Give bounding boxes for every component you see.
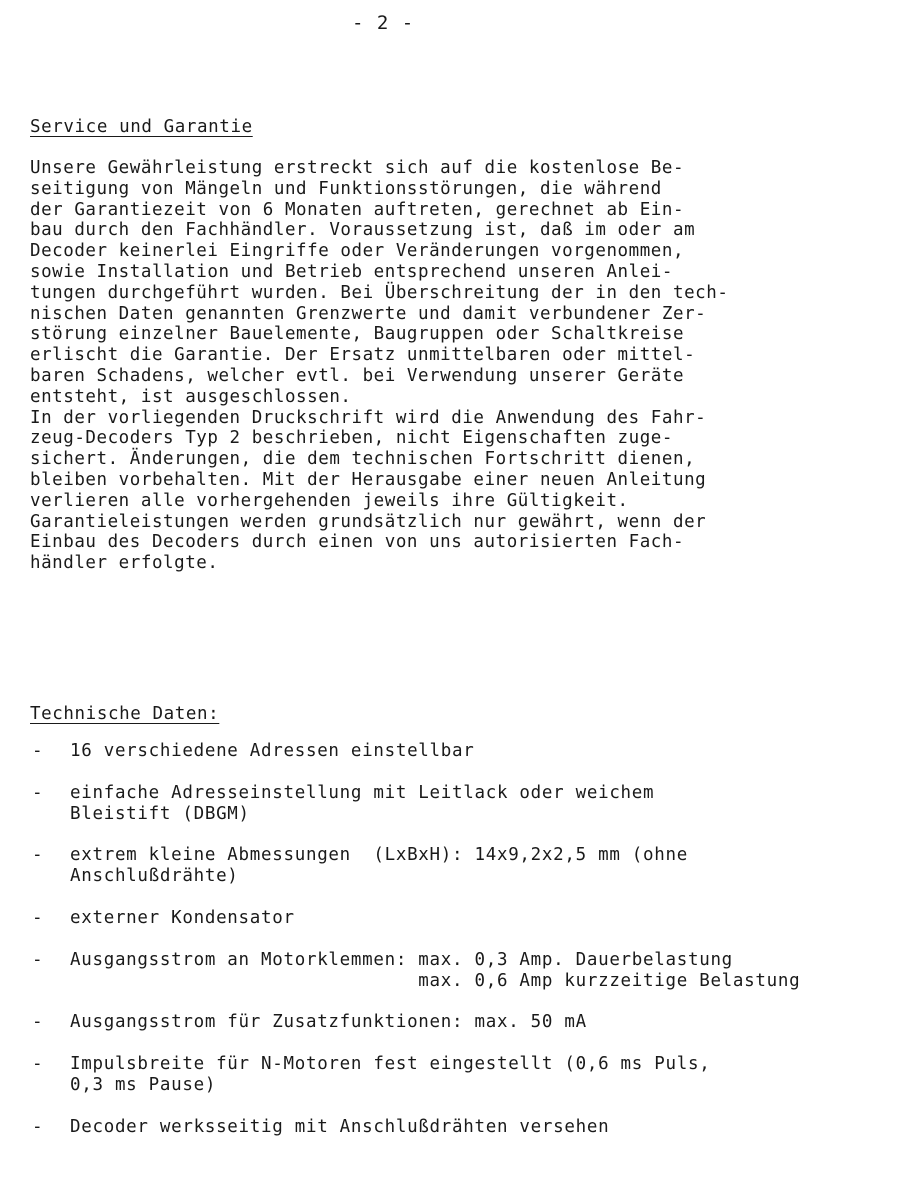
paragraph-line: zeug-Decoders Typ 2 beschrieben, nicht Eigenschaften zuge- bbox=[30, 428, 673, 449]
bullet-dash: - bbox=[32, 907, 43, 928]
list-item-line: Ausgangsstrom für Zusatzfunktionen: max. 50 mA bbox=[70, 1012, 587, 1033]
list-item-line: einfache Adresseinstellung mit Leitlack oder weichem bbox=[70, 782, 655, 803]
list-item bbox=[30, 741, 890, 762]
bullet-dash: - bbox=[32, 741, 43, 761]
paragraph-line: Einbau des Decoders durch einen von uns autorisierten Fach- bbox=[30, 532, 685, 553]
list-item bbox=[30, 1054, 890, 1096]
paragraph-line: In der vorliegenden Druckschrift wird die Anwendung des Fahr- bbox=[30, 407, 707, 428]
list-item-line: Decoder werksseitig mit Anschlußdrähten versehen bbox=[70, 1116, 610, 1137]
paragraph-line: baren Schadens, welcher evtl. bei Verwendung unserer Geräte bbox=[30, 365, 685, 386]
list-item-line: 16 verschiedene Adressen einstellbar bbox=[70, 741, 475, 761]
paragraph-line: sichert. Änderungen, die dem technischen Fortschritt dienen, bbox=[30, 449, 696, 470]
bullet-dash: - bbox=[32, 949, 43, 970]
service-paragraph bbox=[30, 158, 890, 574]
paragraph-line: Decoder keinerlei Eingriffe oder Veränderungen vorgenommen, bbox=[30, 241, 685, 262]
page-number: - 2 - bbox=[352, 12, 415, 34]
paragraph-line: tungen durchgeführt wurden. Bei Überschreitung der in den tech- bbox=[30, 282, 729, 303]
list-item bbox=[30, 1012, 890, 1033]
paragraph-line: erlischt die Garantie. Der Ersatz unmittelbaren oder mittel- bbox=[30, 345, 696, 366]
paragraph-line: bleiben vorbehalten. Mit der Herausgabe einer neuen Anleitung bbox=[30, 469, 707, 490]
paragraph-line: seitigung von Mängeln und Funktionsstörungen, die während bbox=[30, 178, 662, 199]
list-item-line: externer Kondensator bbox=[70, 907, 295, 928]
bullet-dash: - bbox=[32, 782, 43, 803]
section-heading-technische-daten: Technische Daten: bbox=[30, 704, 220, 724]
paragraph-line: sowie Installation und Betrieb entsprechend unseren Anlei- bbox=[30, 261, 673, 282]
list-item-line: Bleistift (DBGM) bbox=[70, 803, 250, 824]
bullet-dash: - bbox=[32, 1054, 43, 1075]
paragraph-line: nischen Daten genannten Grenzwerte und damit verbundener Zer- bbox=[30, 303, 707, 324]
list-item bbox=[30, 783, 890, 825]
bullet-dash: - bbox=[32, 1116, 43, 1137]
list-item-line: max. 0,6 Amp kurzzeitige Belastung bbox=[70, 970, 801, 991]
list-item-line: Ausgangsstrom an Motorklemmen: max. 0,3 Amp. Dauerbelastung bbox=[70, 949, 733, 970]
tech-spec-list bbox=[30, 741, 890, 1159]
list-item-line: Impulsbreite für N-Motoren fest eingestellt (0,6 ms Puls, bbox=[70, 1054, 711, 1075]
paragraph-line: Garantieleistungen werden grundsätzlich nur gewährt, wenn der bbox=[30, 511, 707, 532]
paragraph-line: händler erfolgte. bbox=[30, 553, 219, 574]
list-item bbox=[30, 908, 890, 929]
list-item-line: extrem kleine Abmessungen (LxBxH): 14x9,2x2,5 mm (ohne bbox=[70, 845, 688, 866]
list-item-line: Anschlußdrähte) bbox=[70, 866, 239, 887]
paragraph-line: störung einzelner Bauelemente, Baugruppen oder Schaltkreise bbox=[30, 324, 685, 345]
list-item bbox=[30, 845, 890, 887]
list-item-line: 0,3 ms Pause) bbox=[70, 1074, 217, 1095]
paragraph-line: bau durch den Fachhändler. Voraussetzung ist, daß im oder am bbox=[30, 220, 696, 241]
bullet-dash: - bbox=[32, 845, 43, 866]
section-heading-service: Service und Garantie bbox=[30, 117, 253, 137]
list-item bbox=[30, 950, 890, 992]
bullet-dash: - bbox=[32, 1012, 43, 1033]
paragraph-line: Unsere Gewährleistung erstreckt sich auf die kostenlose Be- bbox=[30, 158, 685, 178]
paragraph-line: entsteht, ist ausgeschlossen. bbox=[30, 386, 352, 407]
list-item bbox=[30, 1117, 890, 1138]
paragraph-line: der Garantiezeit von 6 Monaten auftreten, gerechnet ab Ein- bbox=[30, 199, 685, 220]
paragraph-line: verlieren alle vorhergehenden jeweils ihre Gültigkeit. bbox=[30, 490, 629, 511]
